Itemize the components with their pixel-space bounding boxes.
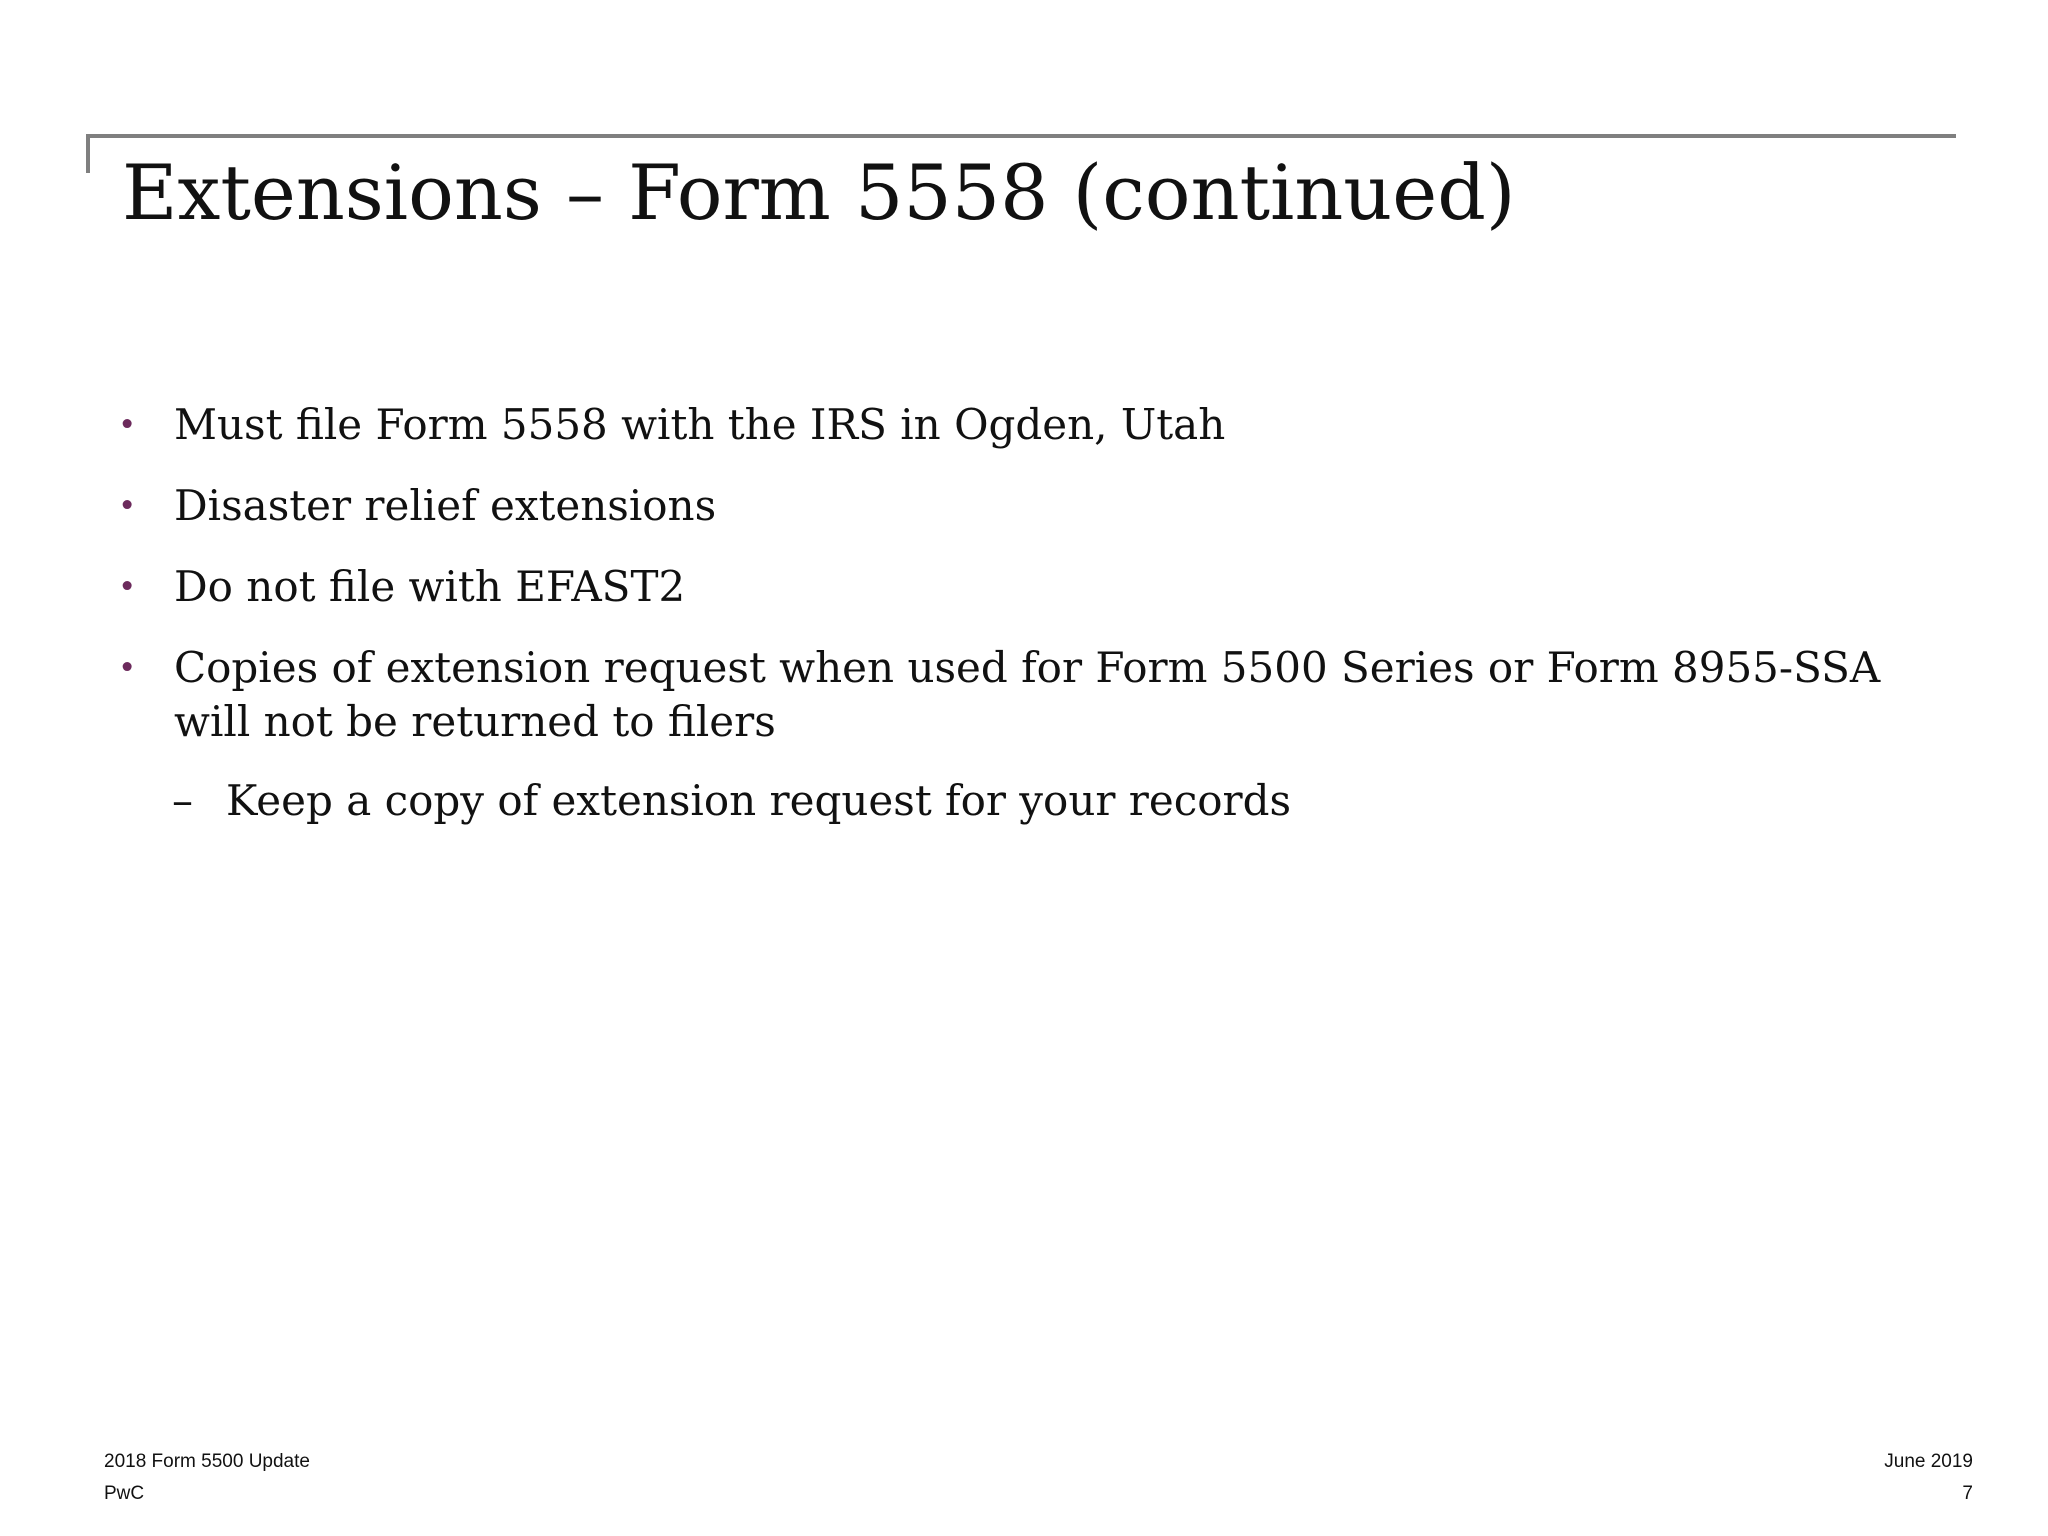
footer-date: June 2019	[1884, 1451, 1973, 1472]
slide-title: Extensions – Form 5558 (continued)	[122, 148, 1516, 237]
bullet-text: Must file Form 5558 with the IRS in Ogden, Utah	[174, 400, 1226, 449]
bullet-marker: •	[118, 488, 137, 524]
bullet-item	[118, 641, 1938, 749]
bullet-marker: •	[118, 569, 137, 605]
sub-bullet-item	[118, 774, 1938, 828]
bullet-list	[118, 398, 1938, 828]
bullet-marker: •	[118, 407, 137, 443]
bullet-text: Disaster relief extensions	[174, 481, 717, 530]
footer-presentation-title: 2018 Form 5500 Update	[104, 1451, 310, 1472]
bullet-item	[118, 479, 1938, 533]
sub-bullet-marker: –	[172, 776, 193, 825]
footer-company: PwC	[104, 1483, 145, 1504]
sub-bullet-text: Keep a copy of extension request for your records	[226, 776, 1292, 825]
bullet-marker: •	[118, 650, 137, 686]
bullet-text: Do not file with EFAST2	[174, 562, 686, 611]
bullet-text: Copies of extension request when used for Form 5500 Series or Form 8955-SSA will not be returned to filers	[174, 643, 1881, 746]
bullet-item	[118, 560, 1938, 614]
footer-page-number: 7	[1962, 1483, 1973, 1504]
bullet-item	[118, 398, 1938, 452]
title-corner-tick	[86, 134, 90, 173]
title-rule	[86, 134, 1956, 138]
